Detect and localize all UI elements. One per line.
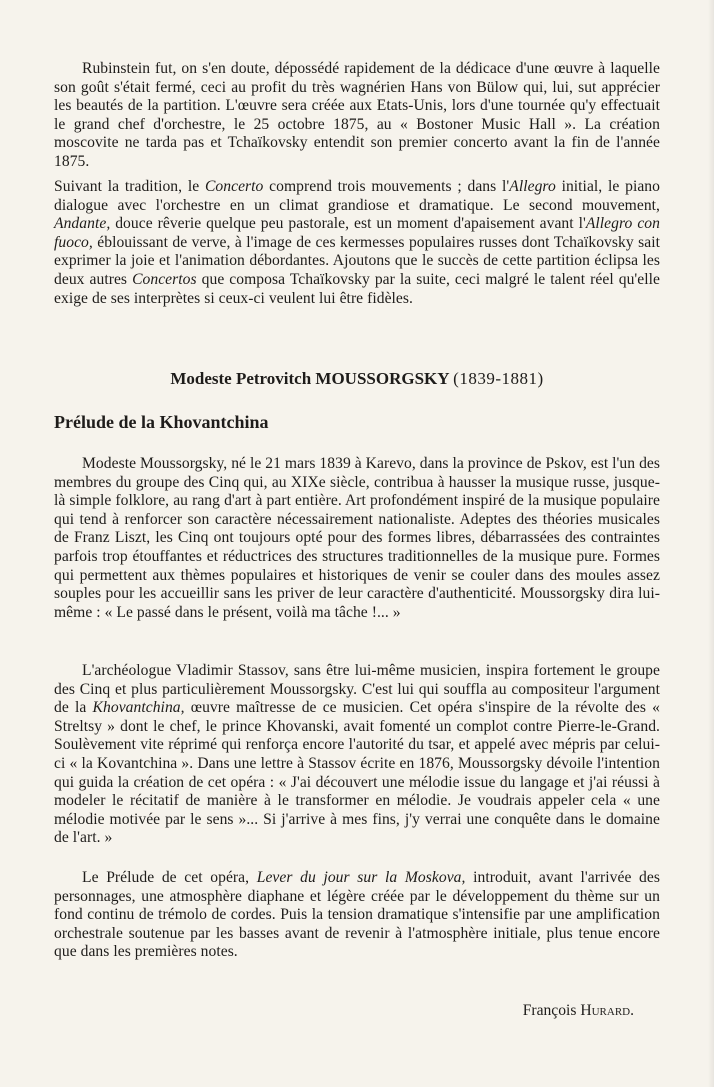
composer-name: Modeste Petrovitch MOUSSORGSKY xyxy=(170,369,449,388)
page-edge-shadow xyxy=(708,0,714,1087)
paragraph-text: Le Prélude de cet opéra, Lever du jour sur la Moskova, introduit, avant l'arrivée des personnages, une atmosphère diaphane et légère créée par le développement du thème sur un fond continu de trémolo de cordes. Puis la tension dramatique s'intensifie par une amplification orchestrale soutenue par les basses avant de revenir à l'atmosphère initiale, plus tenue encore que dans les premières notes. xyxy=(54,869,660,961)
paragraph-concerto-movements xyxy=(54,178,660,308)
paragraph-rubinstein xyxy=(54,60,660,172)
section-title: Prélude de la Khovantchina xyxy=(54,412,269,432)
paragraph-text: Suivant la tradition, le Concerto comprend trois mouvements ; dans l'Allegro initial, le piano dialogue avec l'orchestre en un climat grandiose et dramatique. Le second mouvement, Andante, douce rêverie quelque peu pastorale, est un moment d'apaisement avant l'Allegro con fuoco, éblouissant de verve, à l'image de ces kermesses populaires russes dont Tchaïkovsky sait exprimer la joie et l'animation débordantes. Ajoutons que le succès de cette partition éclipsa les deux autres Concertos que composa Tchaïkovsky par la suite, ceci malgré le talent réel qu'elle exige de ses interprètes si ceux-ci veulent lui être fidèles. xyxy=(54,178,661,307)
composer-heading xyxy=(0,369,714,389)
paragraph-text: Modeste Moussorgsky, né le 21 mars 1839 à Karevo, dans la province de Pskov, est l'un des membres du groupe des Cinq qui, au XIXe siècle, contribua à hausser la musique russe, jusque-là simple folklore, au rang d'art à part entière. Art profondément inspiré de la musique populaire qui tend à renforcer son caractère nécessairement nationaliste. Adeptes des théories musicales de Franz Liszt, les Cinq ont toujours opté pour des formes libres, débarrassées des contraintes parfois trop étouffantes et réductrices des structures traditionnelles de la musique pure. Formes qui permettent aux thèmes populaires et historiques de venir se couler dans des moules assez souples pour les accueillir sans les priver de leur caractère d'authenticité. Moussorgsky dira lui-même : « Le passé dans le présent, voilà ma tâche !... » xyxy=(54,455,660,621)
composer-dates: (1839-1881) xyxy=(453,369,544,388)
paragraph-stassov xyxy=(54,662,660,848)
paragraph-text: L'archéologue Vladimir Stassov, sans être lui-même musicien, inspira fortement le groupe des Cinq et plus particulièrement Moussorgsky. C'est lui qui souffla au compositeur l'argument de la Khovantchina, œuvre maîtresse de ce musicien. Cet opéra s'inspire de la révolte des « Streltsy » dont le chef, le prince Khovanski, avait fomenté un complot contre Pierre-le-Grand. Soulèvement vite réprimé qui renforça encore l'autorité du tsar, et appelé avec mépris par celui-ci « la Kovantchina ». Dans une lettre à Stassov écrite en 1876, Moussorgsky dévoile l'intention qui guida la création de cet opéra : « J'ai découvert une mélodie issue du langage et j'ai réussi à modeler le récitatif de manière à le transformer en mélodie. Je voudrais appeler cela « une mélodie motivée par le sens »... Si j'arrive à mes fins, j'y verrai une conquête dans le domaine de l'art. » xyxy=(54,662,660,847)
paragraph-moussorgsky-bio xyxy=(54,455,660,622)
author-signature: François Hurard. xyxy=(522,1002,634,1019)
paragraph-prelude xyxy=(54,869,660,962)
paragraph-text: Rubinstein fut, on s'en doute, dépossédé rapidement de la dédicace d'une œuvre à laquelle son goût s'était fermé, ceci au profit du très wagnérien Hans von Bülow qui, lui, sut apprécier les beautés de la partition. L'œuvre sera créée aux Etats-Unis, lors d'une tournée qu'y effectuait le grand chef d'orchestre, le 25 octobre 1875, au « Bostoner Music Hall ». La création moscovite ne tarda pas et Tchaïkovsky entendit son premier concerto avant la fin de l'année 1875. xyxy=(54,60,660,170)
